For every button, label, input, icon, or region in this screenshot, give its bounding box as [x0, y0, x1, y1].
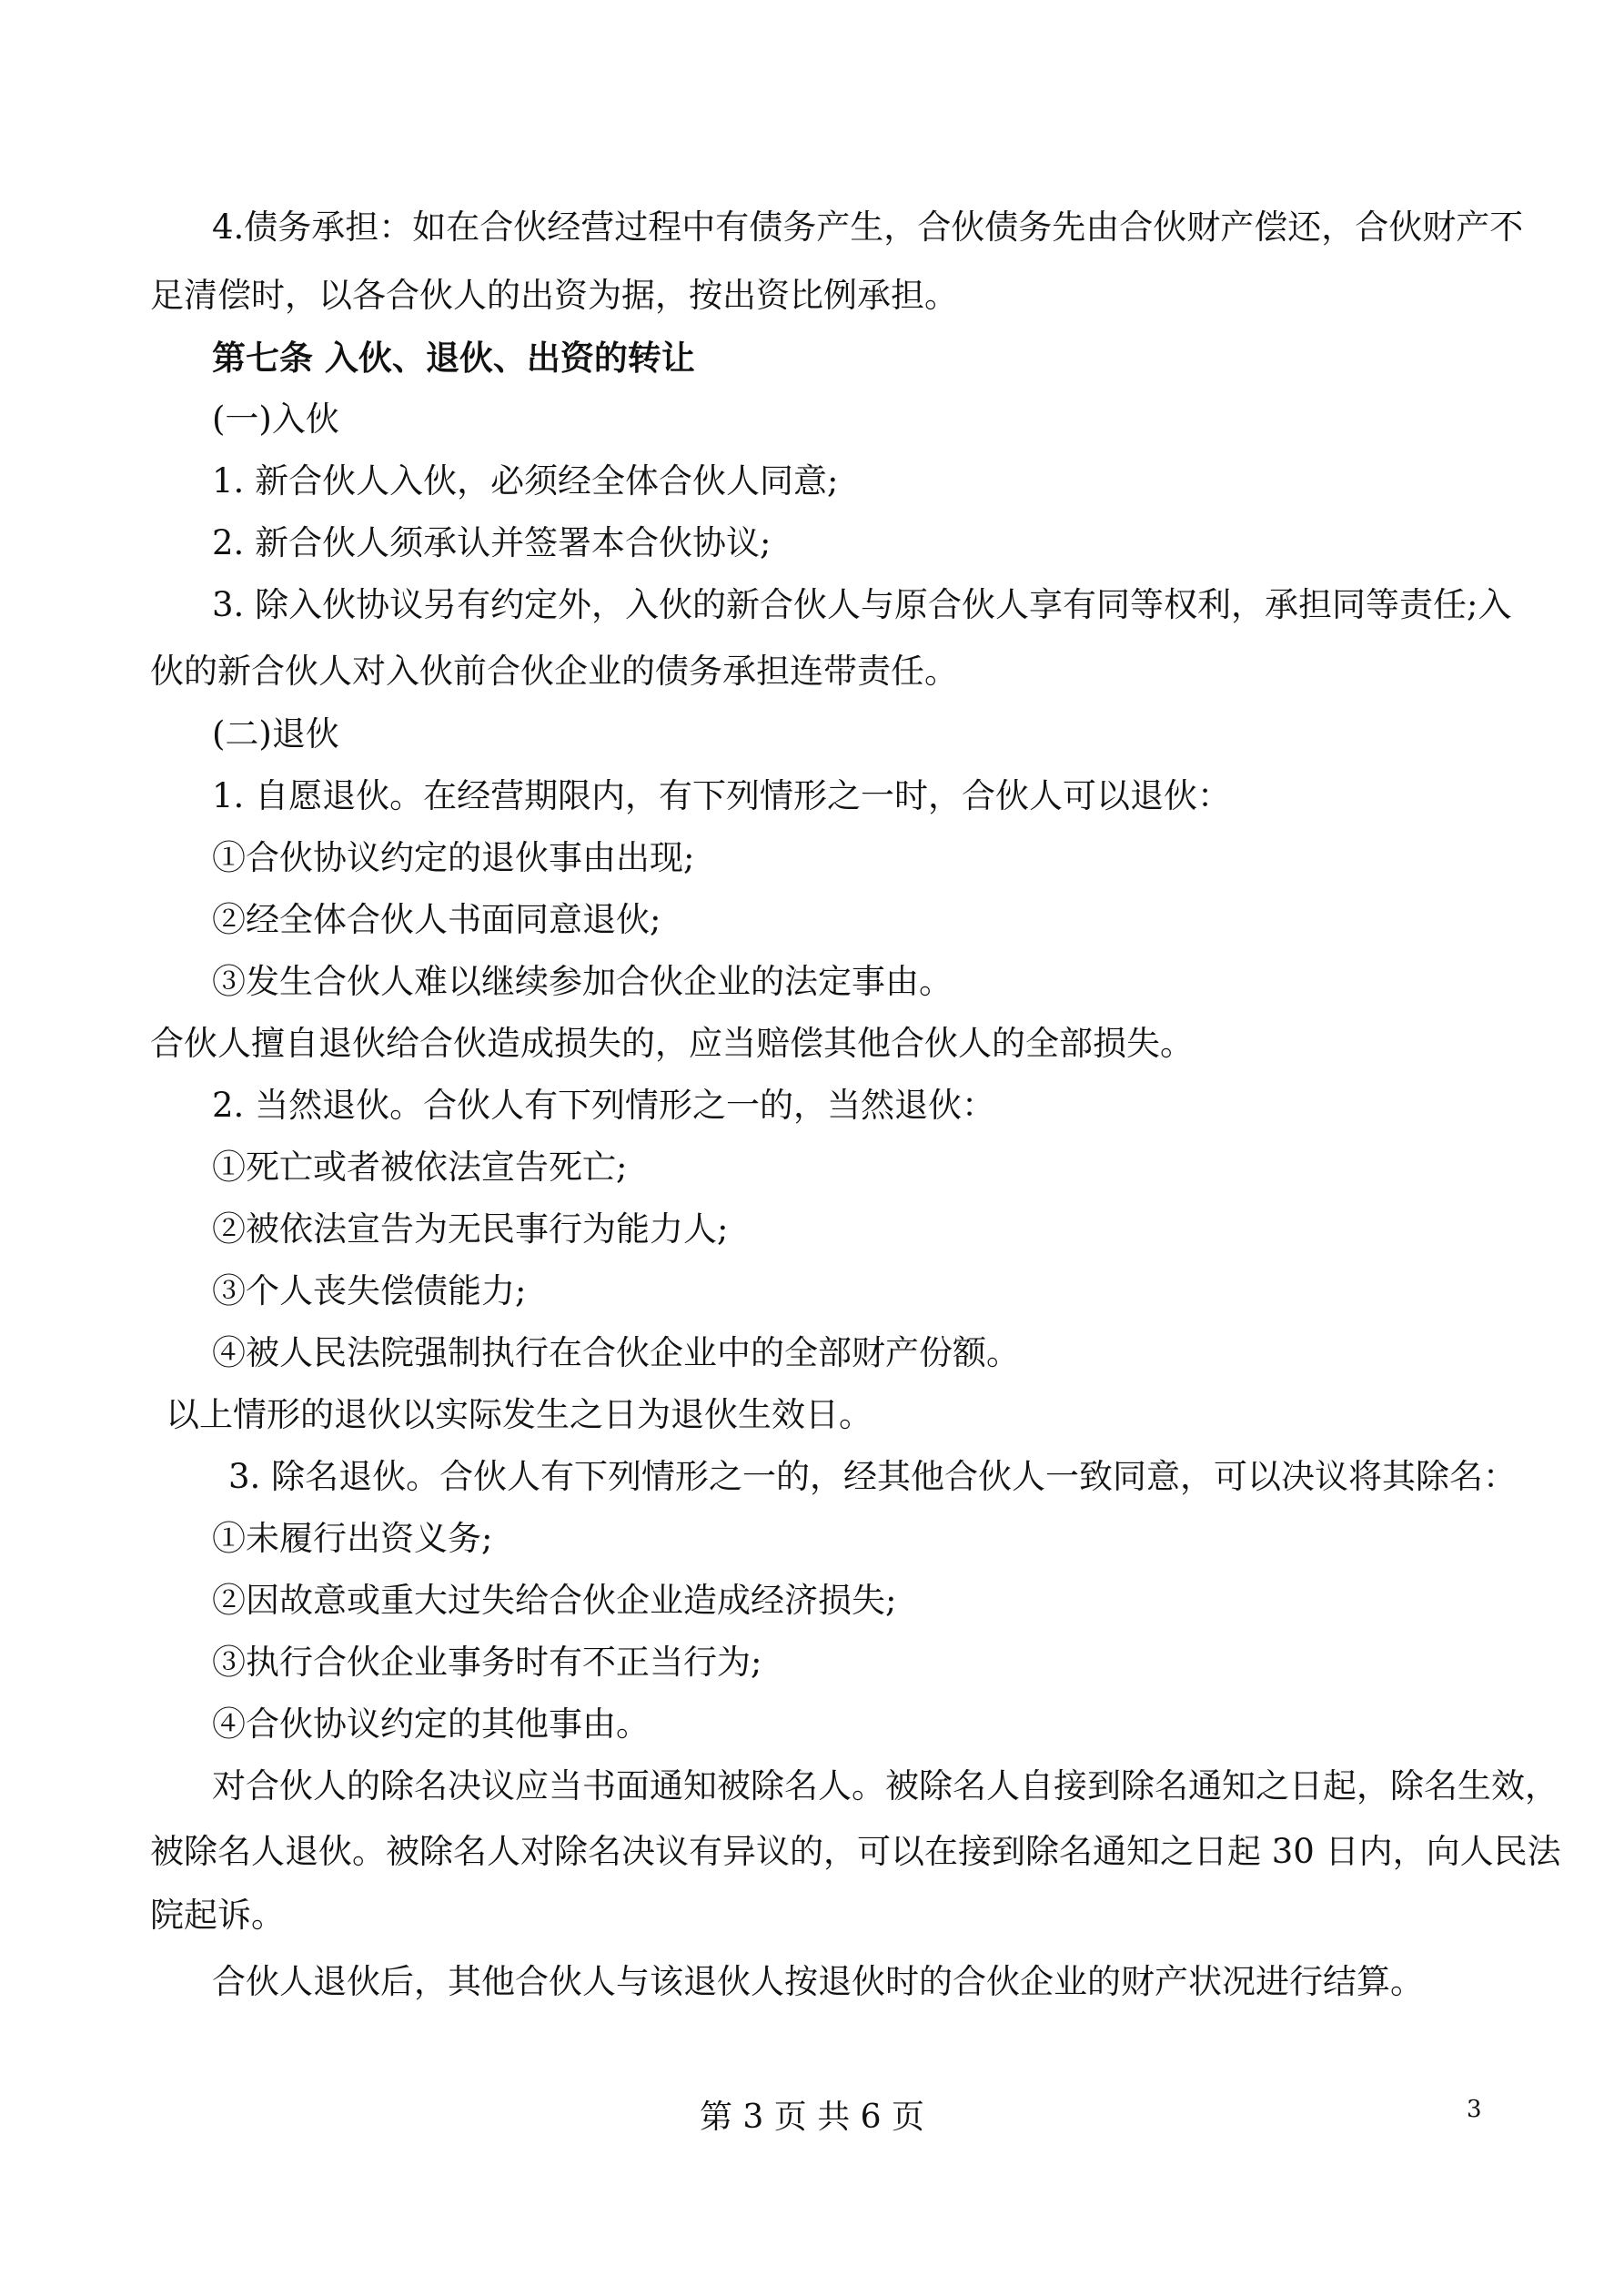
expulsion-notice-line-2: 被除名人退伙。被除名人对除名决议有异议的，可以在接到除名通知之日起 30 日内，向人民法 [150, 1832, 1561, 1871]
automatic-case-2: ②被依法宣告为无民事行为能力人; [212, 1209, 729, 1249]
expulsion-case-4: ④合伙协议约定的其他事由。 [212, 1704, 650, 1744]
automatic-withdrawal-item: 2. 当然退伙。合伙人有下列情形之一的，当然退伙： [212, 1086, 996, 1125]
automatic-case-3: ③个人丧失偿债能力; [212, 1271, 527, 1310]
voluntary-case-1: ①合伙协议约定的退伙事由出现; [212, 838, 695, 877]
section-admission-heading: (一)入伙 [212, 400, 339, 439]
expulsion-case-1: ①未履行出资义务; [212, 1519, 493, 1558]
unauthorized-withdrawal-note: 合伙人擅自退伙给合伙造成损失的，应当赔偿其他合伙人的全部损失。 [150, 1024, 1194, 1063]
article-seven-heading: 第七条 入伙、退伙、出资的转让 [212, 338, 695, 378]
expulsion-notice-line-3: 院起诉。 [150, 1896, 285, 1935]
admission-item-3-line-2: 伙的新合伙人对入伙前合伙企业的债务承担连带责任。 [150, 652, 958, 691]
admission-item-1: 1. 新合伙人入伙，必须经全体合伙人同意; [212, 461, 839, 501]
voluntary-case-3: ③发生合伙人难以继续参加合伙企业的法定事由。 [212, 962, 953, 1001]
expulsion-case-3: ③执行合伙企业事务时有不正当行为; [212, 1643, 762, 1682]
admission-item-2: 2. 新合伙人须承认并签署本合伙协议; [212, 523, 772, 562]
automatic-case-1: ①死亡或者被依法宣告死亡; [212, 1148, 628, 1187]
settlement-paragraph: 合伙人退伙后，其他合伙人与该退伙人按退伙时的合伙企业的财产状况进行结算。 [212, 1962, 1424, 2001]
debt-paragraph-line-2: 足清偿时，以各合伙人的出资为据，按出资比例承担。 [150, 276, 958, 315]
section-withdrawal-heading: (二)退伙 [212, 714, 339, 754]
admission-item-3-line-1: 3. 除入伙协议另有约定外，入伙的新合伙人与原合伙人享有同等权利，承担同等责任;入 [212, 585, 1512, 624]
expulsion-notice-line-1: 对合伙人的除名决议应当书面通知被除名人。被除名人自接到除名通知之日起，除名生效， [212, 1766, 1558, 1805]
voluntary-case-2: ②经全体合伙人书面同意退伙; [212, 900, 661, 939]
voluntary-withdrawal-item: 1. 自愿退伙。在经营期限内，有下列情形之一时，合伙人可以退伙： [212, 776, 1232, 815]
page-number: 3 [1467, 2096, 1482, 2123]
expulsion-case-2: ②因故意或重大过失给合伙企业造成经济损失; [212, 1581, 897, 1620]
automatic-effective-date-note: 以上情形的退伙以实际发生之日为退伙生效日。 [166, 1395, 873, 1434]
automatic-case-4: ④被人民法院强制执行在合伙企业中的全部财产份额。 [212, 1333, 1020, 1372]
page-footer: 第 3 页 共 6 页 [699, 2099, 925, 2136]
debt-paragraph-line-1: 4.债务承担：如在合伙经营过程中有债务产生，合伙债务先由合伙财产偿还，合伙财产不 [212, 207, 1524, 247]
expulsion-withdrawal-item: 3. 除名退伙。合伙人有下列情形之一的，经其他合伙人一致同意，可以决议将其除名： [228, 1457, 1518, 1496]
